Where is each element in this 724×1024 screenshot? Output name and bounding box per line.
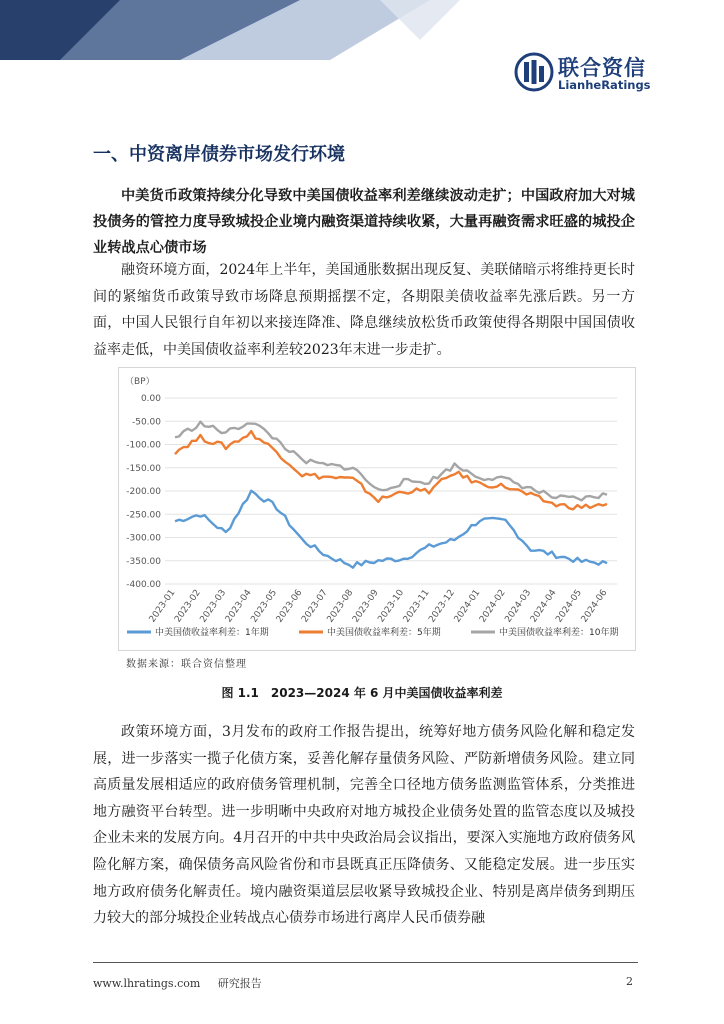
x-tick-label: 2023-02 xyxy=(173,587,203,625)
x-tick-label: 2023-08 xyxy=(325,587,356,625)
series-line xyxy=(175,422,607,501)
brand-name-cn: 联合资信 xyxy=(558,56,646,80)
x-tick-label: 2024-04 xyxy=(528,587,559,625)
brand-logo xyxy=(514,50,651,94)
y-tick-label: -350.00 xyxy=(126,556,161,567)
y-tick-label: -150.00 xyxy=(126,463,161,474)
body-paragraph-2: 政策环境方面，3月发布的政府工作报告提出，统筹好地方债务风险化解和稳定发展，进一步落实一揽子化债方案，妥善化解存量债务风险、严防新增债务风险。建立同高质量发展相适应的政府债务管理机制，完善全口径地方债务监测监管体系，分类推进地方融资平台转型。进一步明晰中央政府对地方城投企业债务处置的监管态度以及城投企业未来的发展方向。4月召开的中共中央政治局会议指出，要深入实施地方政府债务风险化解方案，确保债务高风险省份和市县既真正压降债务、又能稳定发展。进一步压实地方政府债务化解责任。境内融资渠道层层收紧导致城投企业、特别是离岸债务到期压力较大的部分城投企业转战点心债券市场进行离岸人民币债券融 xyxy=(93,724,635,927)
x-tick-label: 2024-06 xyxy=(579,587,610,625)
x-tick-label: 2023-11 xyxy=(401,587,432,625)
series-line xyxy=(175,431,607,509)
footer-report-type: 研究报告 xyxy=(217,977,262,990)
y-tick-label: 0.00 xyxy=(140,394,161,404)
y-tick-label: -250.00 xyxy=(126,510,161,521)
x-tick-label: 2024-02 xyxy=(478,587,508,625)
x-tick-label: 2024-03 xyxy=(503,587,534,625)
y-tick-label: -50.00 xyxy=(131,417,161,428)
footer-divider xyxy=(93,962,638,963)
footer-site[interactable]: www.lhratings.com xyxy=(93,977,201,990)
series-line xyxy=(175,491,607,568)
x-tick-label: 2023-09 xyxy=(350,587,381,625)
x-tick-label: 2023-07 xyxy=(300,587,330,625)
x-tick-label: 2023-03 xyxy=(198,587,229,625)
y-unit-label: （BP） xyxy=(125,377,155,387)
body-paragraph-1: 融资环境方面，2024年上半年，美国通胀数据出现反复、美联储暗示将维持更长时间的紧缩货币政策导致市场降息预期摇摆不定，各期限美债收益率先涨后跌。另一方面，中国人民银行自年初以来接连降准、降息继续放松货币政策使得各期限中国国债收益率走低，中美国债收益率利差较2023年末进一步走扩。 xyxy=(93,262,635,358)
x-tick-label: 2023-01 xyxy=(147,587,178,625)
chart-canvas xyxy=(119,368,637,652)
footer-left xyxy=(93,975,262,991)
lead-paragraph: 中美货币政策持续分化导致中美国债收益率利差继续波动走扩；中国政府加大对城投债务的管控力度导致城投企业境内融资渠道持续收紧，大量再融资需求旺盛的城投企业转战点心债市场 xyxy=(93,188,635,256)
y-tick-label: -100.00 xyxy=(126,440,161,451)
lianhe-logo-icon xyxy=(514,52,554,92)
y-tick-label: -200.00 xyxy=(126,487,161,497)
x-tick-label: 2023-06 xyxy=(274,587,305,625)
x-tick-label: 2023-04 xyxy=(223,587,254,625)
legend-label: 中美国债收益率利差：5年期 xyxy=(327,628,441,638)
section-heading: 一、中资离岸债券市场发行环境 xyxy=(93,144,345,165)
y-tick-label: -400.00 xyxy=(126,580,161,590)
x-tick-label: 2023-05 xyxy=(249,587,280,625)
legend-label: 中美国债收益率利差：1年期 xyxy=(155,628,269,638)
spread-chart xyxy=(118,367,636,651)
x-tick-label: 2023-12 xyxy=(427,587,457,625)
x-tick-label: 2024-05 xyxy=(554,587,585,625)
legend-label: 中美国债收益率利差：10年期 xyxy=(499,628,619,638)
y-tick-label: -300.00 xyxy=(126,533,161,544)
brand-name-en: LianheRatings xyxy=(558,78,651,92)
x-tick-label: 2024-01 xyxy=(452,587,483,625)
figure-caption: 图 1.1 2023—2024 年 6 月中美国债收益率利差 xyxy=(221,686,503,700)
page-number: 2 xyxy=(626,975,633,988)
source-note: 数据来源：联合资信整理 xyxy=(126,659,247,670)
x-tick-label: 2023-10 xyxy=(376,587,407,625)
